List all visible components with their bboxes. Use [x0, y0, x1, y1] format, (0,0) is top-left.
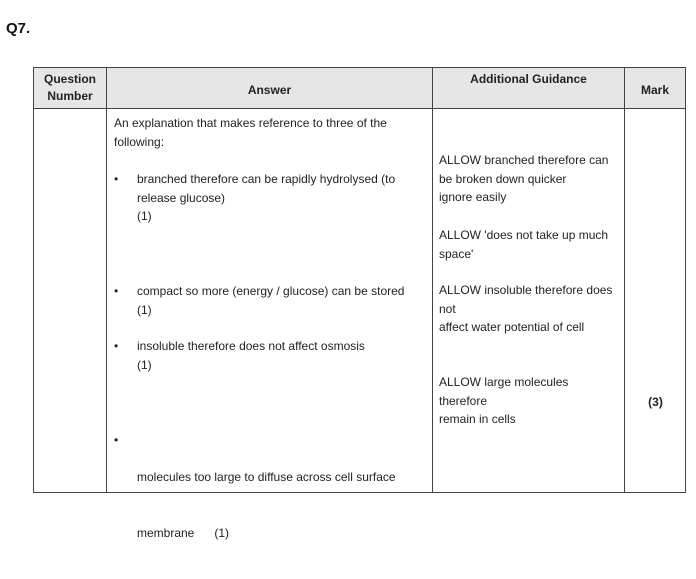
- answer-header: Answer: [107, 68, 433, 109]
- guidance-line: space': [439, 246, 474, 261]
- answer-point-line: (1): [137, 209, 152, 223]
- answer-point-line: molecules too large to diffuse across cell surface: [137, 470, 396, 484]
- guidance-line: be broken down quicker: [439, 171, 567, 186]
- header-row: [34, 68, 686, 109]
- mark-scheme-table: [33, 67, 686, 540]
- answer-row: [34, 109, 686, 493]
- question-number-cell: [34, 109, 107, 493]
- bullet-icon: •: [114, 339, 119, 353]
- answer-point-line: insoluble therefore does not affect osmosis: [137, 339, 365, 353]
- guidance-line: ignore easily: [439, 190, 507, 204]
- guidance-block-4: [439, 373, 623, 429]
- guidance-line: remain in cells: [439, 412, 516, 426]
- answer-point-4: [137, 431, 427, 579]
- mark-value: (3): [648, 395, 663, 409]
- additional-guidance-header: Additional Guidance: [433, 68, 625, 109]
- answer-cell: [107, 109, 433, 540]
- question-label: Q7.: [6, 20, 31, 37]
- answer-intro-line: An explanation that makes reference to three of the: [114, 116, 387, 130]
- guidance-block-2: [439, 226, 623, 263]
- bullet-icon: •: [114, 172, 119, 186]
- answer-point-line: branched therefore can be rapidly hydrolysed (to: [137, 172, 396, 186]
- answer-point-line: release glucose): [137, 190, 226, 205]
- answer-intro: [114, 114, 424, 151]
- answer-point-2: [137, 282, 427, 319]
- bullet-icon: •: [114, 284, 119, 298]
- guidance-line: ALLOW 'does not take up much: [439, 228, 609, 242]
- question-number-header: [34, 68, 107, 109]
- guidance-line: ALLOW large molecules: [439, 375, 569, 389]
- mark-cell: [625, 109, 686, 493]
- answer-intro-line: following:: [114, 134, 165, 149]
- answer-point-3: [137, 337, 427, 374]
- guidance-line: not: [439, 301, 456, 316]
- question-number-header-line1: Question: [43, 72, 96, 86]
- answer-point-1: [137, 170, 427, 226]
- answer-point-line: compact so more (energy / glucose) can be stored: [137, 284, 405, 298]
- answer-point-line: (1): [137, 302, 152, 317]
- guidance-block-3: [439, 281, 623, 337]
- bullet-icon: •: [114, 433, 119, 447]
- guidance-block-1: [439, 151, 623, 207]
- answer-point-line: membrane (1): [137, 525, 230, 540]
- guidance-cell: [433, 109, 625, 493]
- question-number-header-line2: Number: [47, 89, 93, 103]
- guidance-line: ALLOW insoluble therefore does: [439, 283, 613, 297]
- guidance-line: ALLOW branched therefore can: [439, 153, 609, 167]
- mark-header: Mark: [625, 68, 686, 109]
- answer-point-line: (1): [137, 357, 152, 372]
- guidance-line: affect water potential of cell: [439, 320, 585, 334]
- guidance-line: therefore: [439, 393, 488, 408]
